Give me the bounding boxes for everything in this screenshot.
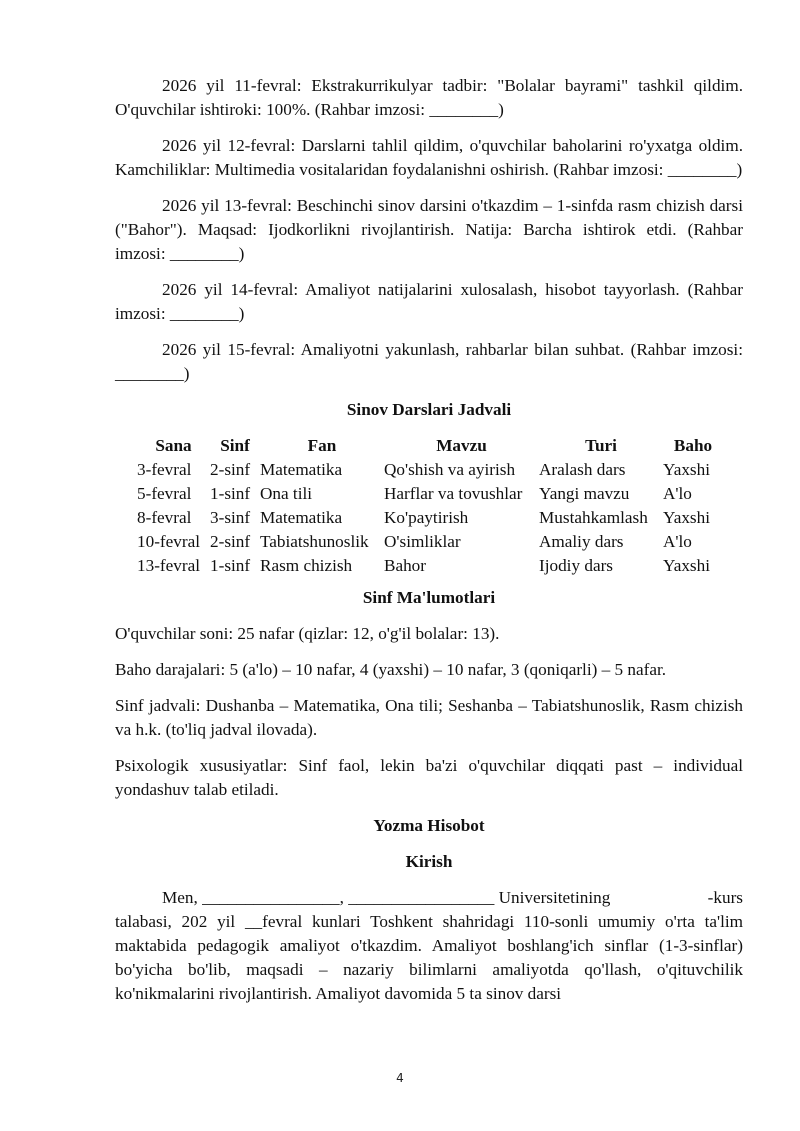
header-date: Sana [155,436,192,455]
cell-type: Aralash dars [539,460,626,479]
cell-type: Amaliy dars [539,532,624,551]
cell-subject: Matematika [260,460,343,479]
cell-date: 3-fevral [137,460,192,479]
header-type: Turi [585,436,617,455]
page-content [115,74,743,1006]
cell-topic: O'simliklar [384,532,461,551]
diary-entry-feb-11: 2026 yil 11-fevral: Ekstrakurrikulyar tadbir: "Bolalar bayrami" tashkil qildim. O'quvchilar ishtiroki: 100%. (Rahbar imzosi: ________) [115,76,743,119]
table-row [137,482,723,506]
cell-class: 2-sinf [210,460,251,479]
table-header-row [137,434,723,458]
report-subtitle: Kirish [405,852,453,871]
intro-first-line: Men, ________________, _________________ Universitetining [162,888,611,907]
class-info-grade-levels: Baho darajalari: 5 (a'lo) – 10 nafar, 4 (yaxshi) – 10 nafar, 3 (qoniqarli) – 5 nafar. [115,660,667,679]
cell-type: Ijodiy dars [539,556,613,575]
report-intro [115,886,743,1006]
cell-topic: Harflar va tovushlar [384,484,523,503]
cell-grade: Yaxshi [663,508,710,527]
table-row [137,530,723,554]
cell-subject: Ona tili [260,484,313,503]
cell-subject: Tabiatshunoslik [260,532,369,551]
cell-grade: Yaxshi [663,460,710,479]
class-info-psychology: Psixologik xususiyatlar: Sinf faol, lekin ba'zi o'quvchilar diqqati past – individual yondashuv talab etiladi. [115,756,743,799]
header-subject: Fan [307,436,337,455]
cell-subject: Rasm chizish [260,556,353,575]
diary-entry-feb-13: 2026 yil 13-fevral: Beschinchi sinov darsini o'tkazdim – 1-sinfda rasm chizish darsi ("Bahor"). Maqsad: Ijodkorlikni rivojlantirish. Natija: Barcha ishtirok etdi. (Rahbar imzosi: ________) [115,196,743,263]
class-info-schedule: Sinf jadvali: Dushanba – Matematika, Ona tili; Seshanba – Tabiatshunoslik, Rasm chizish va h.k. (to'liq jadval ilovada). [115,696,743,739]
cell-date: 10-fevral [137,532,200,551]
cell-type: Yangi mavzu [539,484,630,503]
class-info-student-count: O'quvchilar soni: 25 nafar (qizlar: 12, o'g'il bolalar: 13). [115,624,500,643]
cell-date: 8-fevral [137,508,192,527]
diary-entry-feb-12: 2026 yil 12-fevral: Darslarni tahlil qildim, o'quvchilar baholarini ro'yxatga oldim. Kamchiliklar: Multimedia vositalaridan foydalanishni oshirish. (Rahbar imzosi: ________) [115,136,743,179]
cell-grade: Yaxshi [663,556,710,575]
intro-course-suffix: -kurs [707,888,743,907]
page-number: 4 [396,1071,404,1085]
intro-body: talabasi, 202 yil __fevral kunlari Toshkent shahridagi 110-sonli umumiy o'rta ta'lim maktabida pedagogik amaliyot o'tkazdim. Amaliyot boshlang'ich sinflar (1-3-sinflar) bo'yicha bo'lib, maqsadi – nazariy bilimlarni amaliyotda qo'llash, o'qituvchilik ko'nikmalarini rivojlantirish. Amaliyot davomida 5 ta sinov darsi [115,912,743,1003]
cell-topic: Bahor [384,556,427,575]
cell-class: 2-sinf [210,532,251,551]
cell-date: 5-fevral [137,484,192,503]
header-grade: Baho [673,436,713,455]
cell-topic: Ko'paytirish [384,508,469,527]
cell-subject: Matematika [260,508,343,527]
report-title: Yozma Hisobot [373,816,485,835]
lessons-table [137,434,723,578]
header-topic: Mavzu [436,436,487,455]
header-class: Sinf [220,436,250,455]
table-row [137,458,723,482]
cell-grade: A'lo [663,532,692,551]
cell-class: 3-sinf [210,508,251,527]
cell-class: 1-sinf [210,556,251,575]
diary-entry-feb-15: 2026 yil 15-fevral: Amaliyotni yakunlash, rahbarlar bilan suhbat. (Rahbar imzosi: ________) [115,340,743,383]
table-row [137,554,723,578]
cell-grade: A'lo [663,484,692,503]
cell-date: 13-fevral [137,556,200,575]
cell-class: 1-sinf [210,484,251,503]
class-info-title: Sinf Ma'lumotlari [362,588,496,607]
cell-type: Mustahkamlash [539,508,648,527]
diary-entry-feb-14: 2026 yil 14-fevral: Amaliyot natijalarini xulosalash, hisobot tayyorlash. (Rahbar imzosi: ________) [115,280,743,323]
table-row [137,506,723,530]
lessons-table-title: Sinov Darslari Jadvali [346,400,512,419]
cell-topic: Qo'shish va ayirish [384,460,516,479]
